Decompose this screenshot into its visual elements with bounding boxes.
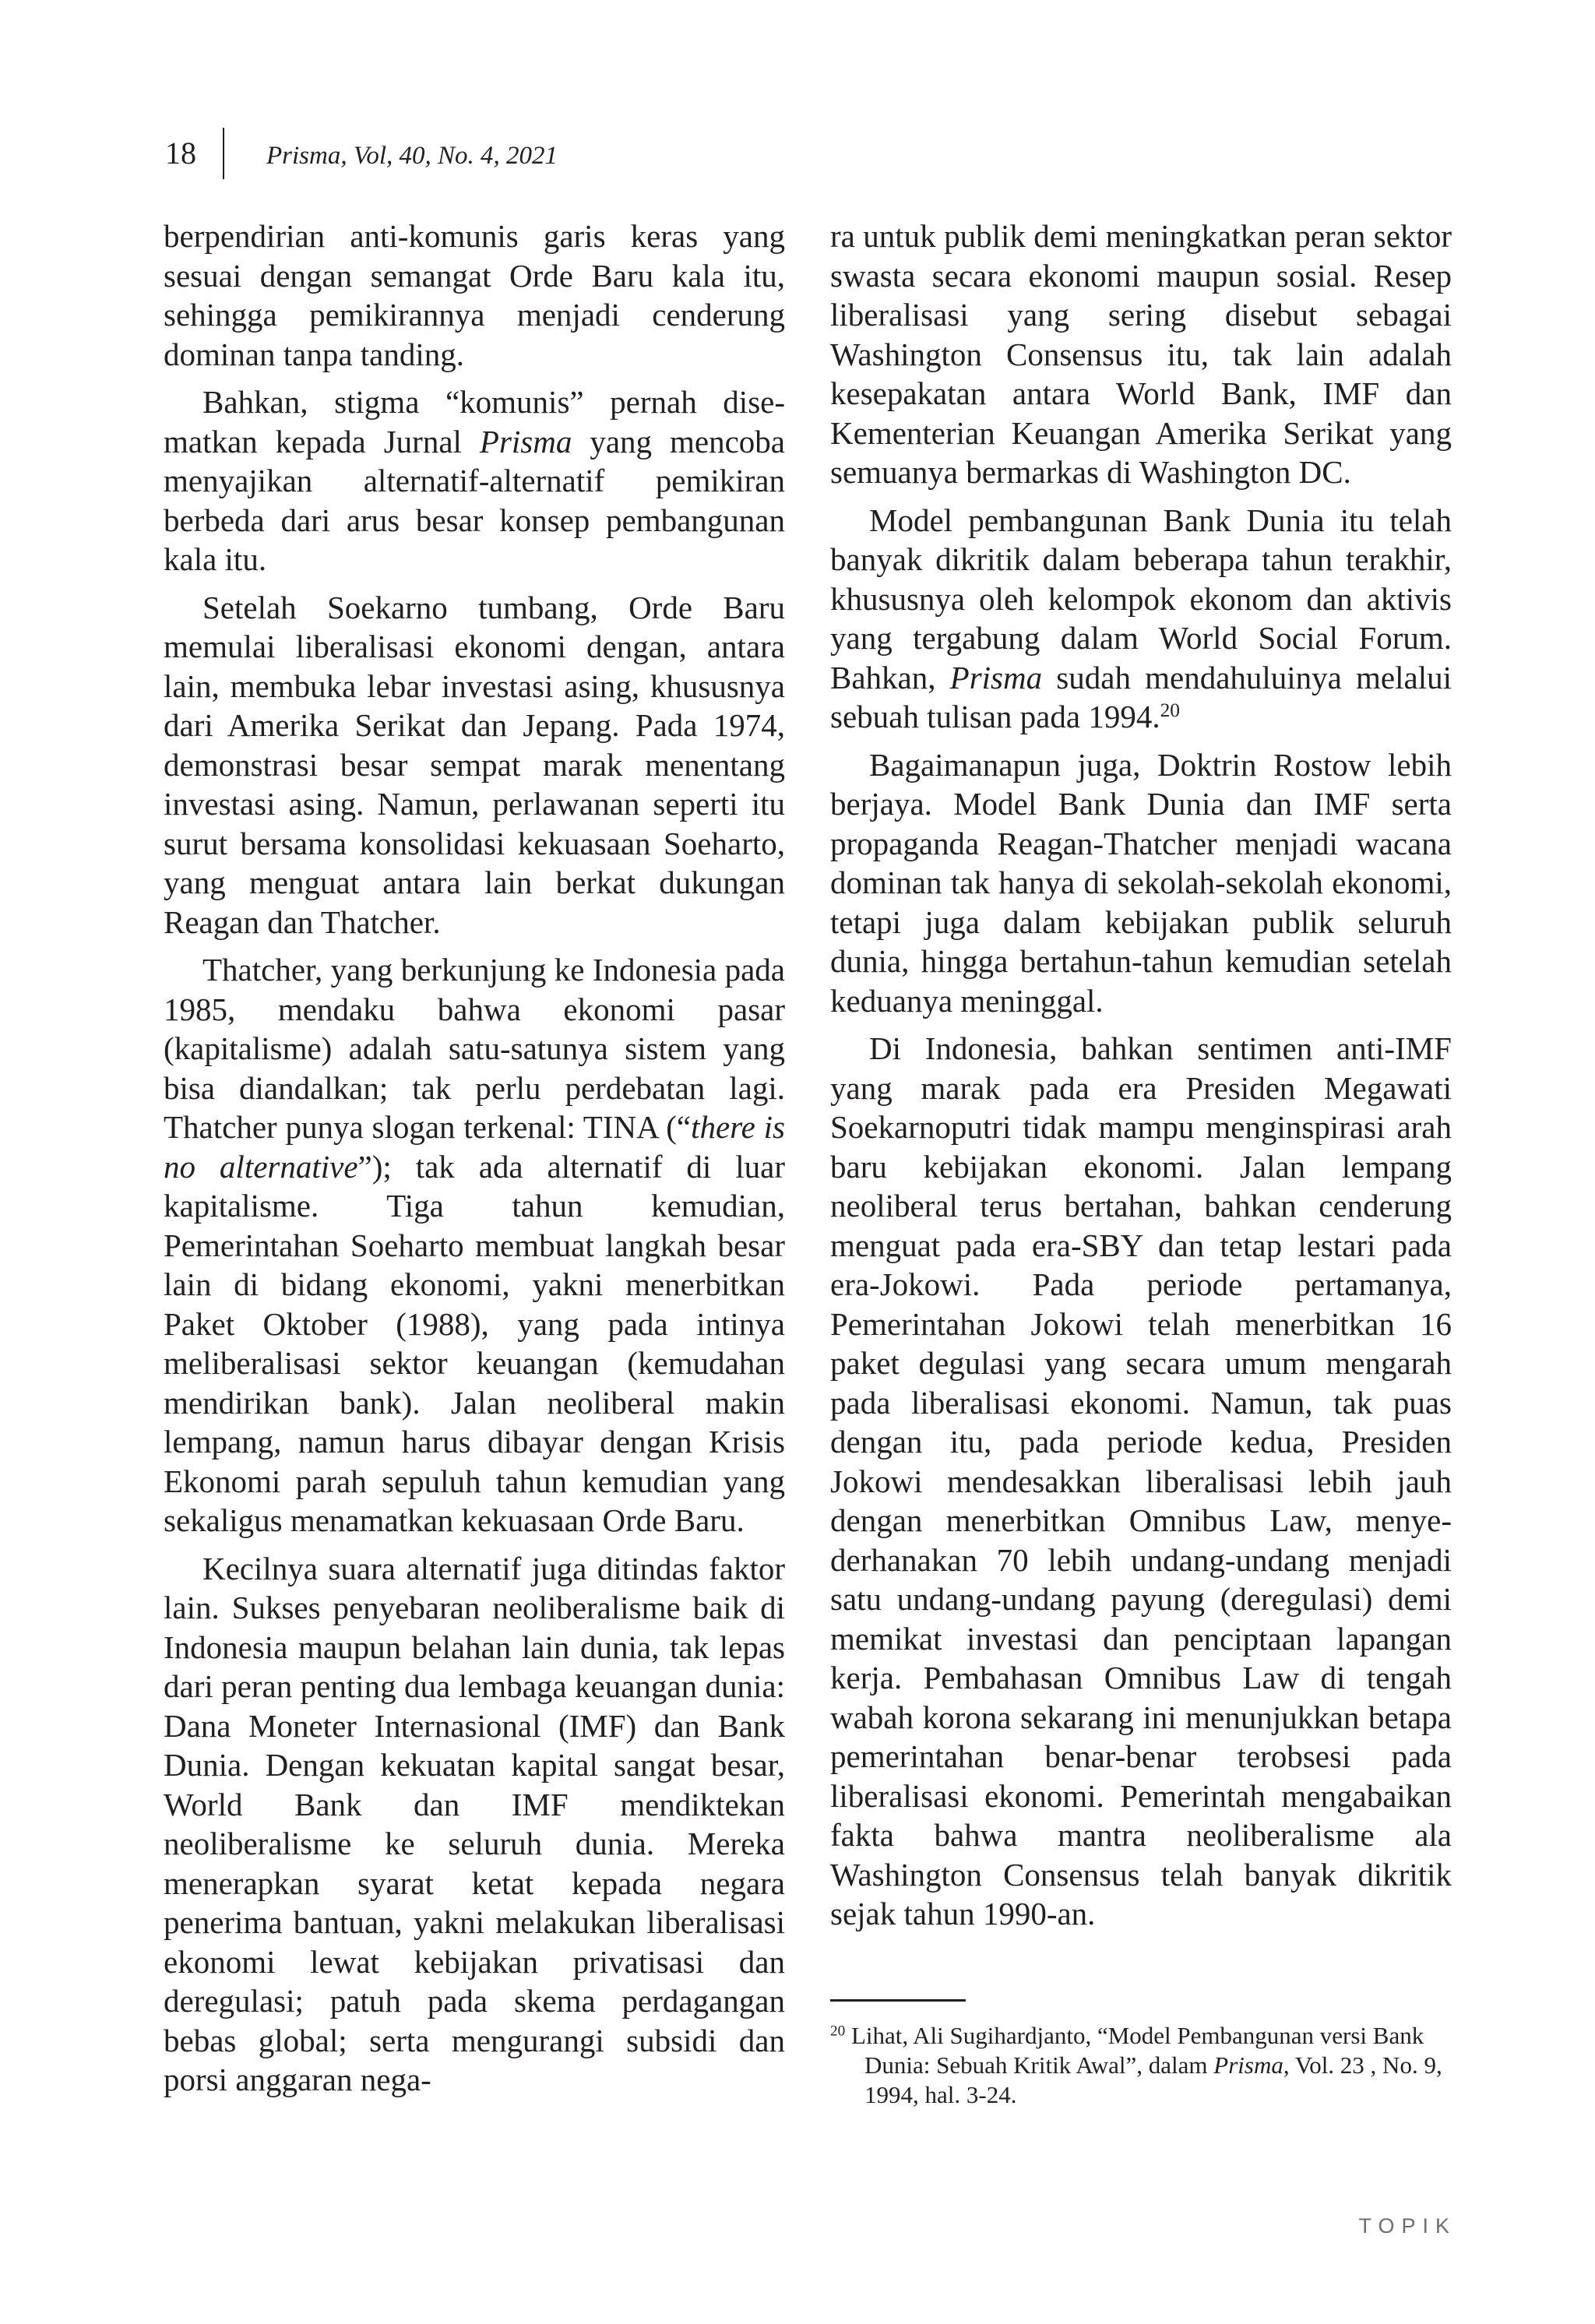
paragraph: Kecilnya suara alternatif juga ditindas faktor lain. Sukses penyebaran neoliberalisme baik di Indonesia maupun belahan lain dunia, tak lepas dari peran penting dua lembaga keuangan dunia: Dana Moneter Internasional (IMF) dan Bank Dunia. Dengan kekuatan kapital sangat besar, World Bank dan IMF mendiktekan neoliberalisme ke seluruh dunia. Mereka menerapkan syarat ketat kepada negara penerima bantuan, yakni melakukan liberalisasi ekonomi lewat kebijakan privatisasi dan deregulasi; patuh pada skema perdagangan bebas global; serta mengurangi subsidi dan porsi anggaran nega- [164,1550,785,2097]
footnote [830,2021,1453,2110]
paragraph [164,950,785,1541]
text-run: sudah mendahuluinya melalui sebuah tulisan pada 1994. [830,659,1452,734]
text-run: ”); tak ada alternatif di luar kapitalisme. Tiga tahun kemudian, Pemerintahan Soeharto membuat langkah besar lain di bidang ekonomi, yakni menerbitkan Paket Oktober (1988), yang pada intinya meliberalisasi sektor keuangan (kemudahan mendirikan bank). Jalan neoliberal makin lempang, namun harus dibayar dengan Krisis Ekonomi parah sepuluh tahun kemudian yang sekaligus menamatkan kekuasaan Orde Baru. [164,1148,785,1538]
slogan-italic: there is no alternative [164,1109,785,1185]
footnote-text [830,2021,1453,2110]
text-run: Bahkan, stigma “komunis” pernah disematkan kepada Jurnal [164,384,785,460]
paragraph: Setelah Soekarno tumbang, Orde Baru memulai liberalisasi ekonomi dengan, antara lain, membuka lebar investasi asing, khususnya dari Amerika Serikat dan Jepang. Pada 1974, demonstrasi besar sempat marak menentang investasi asing. Namun, perlawanan seperti itu surut bersama konsolidasi kekuasaan Soeharto, yang menguat antara lain berkat dukungan Reagan dan Thatcher. [164,589,785,940]
text-run: yang mencoba menyajikan alternatif-alternatif pemikiran berbeda dari arus besar konsep pembangunan kala itu. [164,423,786,577]
paragraph: berpendirian anti-komunis garis keras yang sesuai dengan semangat Orde Baru kala itu, sehingga pemikirannya menjadi cenderung dominan tanpa tanding. [164,218,785,372]
journal-name-italic: Prisma [479,423,572,460]
footnote-divider [830,1999,966,2002]
journal-citation: Prisma, Vol, 40, No. 4, 2021 [266,142,558,170]
text-run: Model pembangunan Bank Dunia itu telah banyak dikritik dalam beberapa tahun terakhir, khususnya oleh kelompok ekonom dan aktivis yang tergabung dalam World Social Forum. Bahkan, [830,502,1452,695]
text-run: Lihat, Ali Sugihardjanto, “Model Pembangunan versi Bank Dunia: Sebuah Kritik Awal”, dalam [845,2022,1424,2079]
journal-name-italic: Prisma [1213,2051,1283,2079]
page-number: 18 [165,136,196,171]
paragraph [164,382,785,579]
footnote-reference[interactable]: 20 [1160,699,1180,722]
journal-name-italic: Prisma [949,659,1043,695]
paragraph [830,501,1452,737]
section-label: TOPIK [1358,2214,1456,2238]
header-divider [223,128,224,179]
left-column [164,217,785,2108]
footnote-number: 20 [830,2023,846,2040]
right-column [830,217,1452,1942]
text-run: Thatcher, yang berkunjung ke Indonesia pada 1985, mendaku bahwa ekonomi pasar (kapitalisme) adalah satu-satunya sistem yang bisa diandalkan; tak perlu perdebatan lagi. Thatcher punya slogan terkenal: TINA (“ [164,952,785,1145]
paragraph: Di Indonesia, bahkan sentimen anti-IMF yang marak pada era Presiden Megawati Soekarnoputri tidak mampu menginspirasi arah baru kebijakan ekonomi. Jalan lempang neoliberal terus bertahan, bahkan cenderung menguat pada era-SBY dan tetap lestari pada era-Jokowi. Pada periode pertamanya, Pemerintahan Jokowi telah menerbitkan 16 paket degulasi yang secara umum mengarah pada liberalisasi ekonomi. Namun, tak puas dengan itu, pada periode kedua, Presiden Jokowi mendesakkan liberalisasi lebih jauh dengan menerbitkan Omnibus Law, menyederhanakan 70 lebih undang-undang menjadi satu undang-undang payung (deregulasi) demi memikat investasi dan penciptaan lapangan kerja. Pembahasan Omnibus Law di tengah wabah korona sekarang ini menunjukkan betapa pemerintahan benar-benar terobsesi pada liberalisasi ekonomi. Pemerintah mengabaikan fakta bahwa mantra neoliberalisme ala Washington Consensus telah banyak dikritik sejak tahun 1990-an. [830,1030,1452,1931]
paragraph: Bagaimanapun juga, Doktrin Rostow lebih berjaya. Model Bank Dunia dan IMF serta propaganda Reagan-Thatcher menjadi wacana dominan tak hanya di sekolah-sekolah ekonomi, tetapi juga dalam kebijakan publik seluruh dunia, hingga bertahun-tahun kemudian setelah keduanya meninggal. [830,746,1452,1019]
paragraph: ra untuk publik demi meningkatkan peran sektor swasta secara ekonomi maupun sosial. Resep liberalisasi yang sering disebut sebagai Washington Consensus itu, tak lain adalah kesepakatan antara World Bank, IMF dan Kementerian Keuangan Amerika Serikat yang semuanya bermarkas di Washington DC. [830,218,1452,490]
text-run: , Vol. 23 , No. 9, 1994, hal. 3-24. [864,2051,1442,2108]
